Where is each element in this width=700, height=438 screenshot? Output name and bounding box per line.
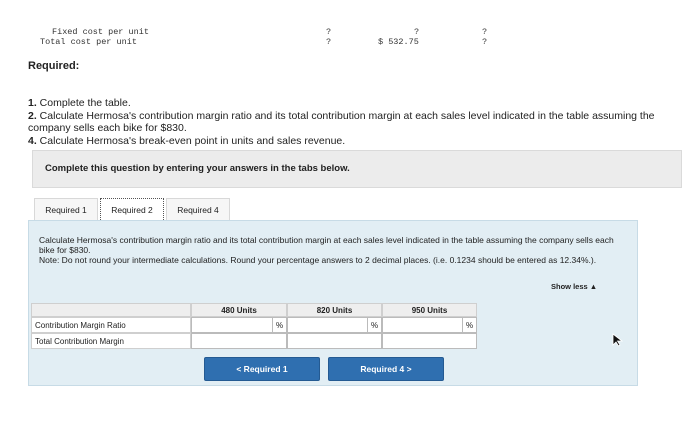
column-header-480-units: 480 Units: [191, 303, 287, 317]
question-text: [39, 235, 629, 265]
instruction-text: Calculate Hermosa's contribution margin ratio and its total contribution margin at each sales level indicated in the table assuming the company sells each bike for $830.: [28, 109, 655, 134]
prev-required-1-button[interactable]: < Required 1: [204, 357, 320, 381]
instruction-number: 4.: [28, 134, 37, 147]
row-label-total-cm: Total Contribution Margin: [31, 333, 191, 349]
percent-suffix: %: [463, 317, 477, 333]
total-cm-950-input[interactable]: [382, 333, 477, 349]
question-note: Note: Do not round your intermediate calculations. Round your percentage answers to 2 decimal places. (i.e. 0.1234 should be entered as 12.34%.).: [39, 255, 597, 265]
fixed-cost-value: ?: [482, 27, 488, 37]
instruction-text: Calculate Hermosa's break-even point in units and sales revenue.: [36, 134, 346, 147]
show-less-link[interactable]: Show less ▲: [551, 282, 598, 291]
instruction-text: Complete the table.: [36, 97, 131, 109]
required-heading: Required:: [28, 60, 80, 72]
column-header-950-units: 950 Units: [382, 303, 477, 317]
total-cost-value: ?: [482, 37, 488, 47]
tab-required-2[interactable]: Required 2: [100, 198, 164, 220]
total-cost-value: ?: [326, 37, 332, 47]
mouse-cursor-icon: [612, 333, 624, 347]
percent-suffix: %: [368, 317, 382, 333]
instruction-item: [28, 135, 678, 148]
cm-ratio-950-input[interactable]: [382, 317, 463, 333]
total-cost-label: Total cost per unit: [40, 37, 137, 47]
fixed-cost-value: ?: [414, 27, 420, 37]
banner-text: Complete this question by entering your answers in the tabs below.: [45, 163, 350, 174]
tab-required-4[interactable]: Required 4: [166, 198, 230, 220]
total-cost-value: $ 532.75: [378, 37, 419, 47]
cm-ratio-820-input[interactable]: [287, 317, 368, 333]
tabs-banner: [32, 150, 682, 188]
instruction-item: [28, 110, 678, 135]
total-cm-480-input[interactable]: [191, 333, 287, 349]
instruction-number: 2.: [28, 109, 37, 122]
fixed-cost-value: ?: [326, 27, 332, 37]
percent-suffix: %: [273, 317, 287, 333]
instruction-number: 1.: [28, 97, 37, 109]
row-label-cm-ratio: Contribution Margin Ratio: [31, 317, 191, 333]
question-prompt: Calculate Hermosa's contribution margin ratio and its total contribution margin at each sales level indicated in the table assuming the company sells each bike for $830.: [39, 235, 614, 255]
tab-required-1[interactable]: Required 1: [34, 198, 98, 220]
next-required-4-button[interactable]: Required 4 >: [328, 357, 444, 381]
total-cm-820-input[interactable]: [287, 333, 382, 349]
fixed-cost-label: Fixed cost per unit: [52, 27, 149, 37]
instructions-list: [28, 97, 678, 147]
column-header-820-units: 820 Units: [287, 303, 382, 317]
table-header-blank: [31, 303, 191, 317]
cm-ratio-480-input[interactable]: [191, 317, 273, 333]
instruction-item: [28, 97, 678, 110]
